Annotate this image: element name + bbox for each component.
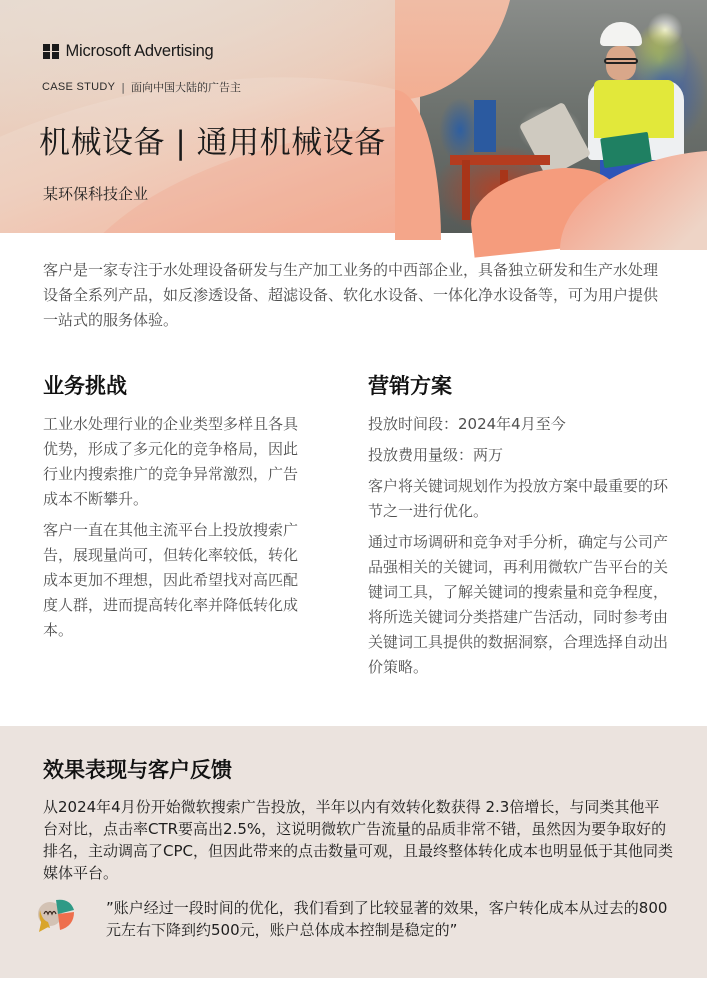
results-heading: 效果表现与客户反馈 bbox=[43, 758, 232, 782]
campaign-period: 投放时间段：2024年4月至今 bbox=[368, 415, 566, 433]
page-title: 机械设备 | 通用机械设备 bbox=[39, 125, 386, 161]
solution-section bbox=[368, 370, 673, 686]
safety-vest bbox=[594, 80, 674, 138]
glasses bbox=[604, 58, 638, 64]
solution-heading: 营销方案 bbox=[368, 374, 452, 398]
case-study-label bbox=[42, 79, 241, 95]
challenge-heading: 业务挑战 bbox=[43, 374, 127, 398]
case-study-text: CASE STUDY bbox=[42, 81, 116, 93]
machine-cylinder bbox=[474, 100, 496, 152]
challenge-paragraph: 客户一直在其他主流平台上投放搜索广告，展现量尚可，但转化率较低，转化成本更加不理想，因此希望找对高匹配度人群，进而提高转化率并降低转化成本。 bbox=[43, 521, 299, 639]
results-section bbox=[0, 726, 707, 978]
solution-paragraph: 通过市场调研和竞争对手分析，确定与公司产品强相关的关键词，再利用微软广告平台的关键词工具，了解关键词的搜索量和竞争程度，将所选关键词分类搭建广告活动，同时参考由关键词工具提供的数据洞察，合理选择自动出价策略。 bbox=[368, 533, 669, 676]
solution-paragraph: 客户将关键词规划作为投放方案中最重要的环节之一进行优化。 bbox=[368, 477, 669, 520]
brand-name: Microsoft Advertising bbox=[65, 42, 214, 60]
customer-quote bbox=[36, 896, 676, 941]
microsoft-logo-icon bbox=[43, 44, 59, 60]
results-paragraph: 从2024年4月份开始微软搜索广告投放，半年以内有效转化数获得 2.3倍增长，与同类其他平台对比，点击率CTR要高出2.5%，这说明微软广告流量的品质非常不错，虽然因为要争取好的排名，主动调高了CPC，但因此带来的点击数量可观，且最终整体转化成本也明显低于其他同类媒体平台。 bbox=[43, 798, 673, 882]
machine-frame bbox=[462, 160, 470, 220]
intro-paragraph: 客户是一家专注于水处理设备研发与生产加工业务的中西部企业，具备独立研发和生产水处理设备全系列产品，如反渗透设备、超滤设备、软化水设备、一体化净水设备等，可为用户提供一站式的服务体验。 bbox=[43, 261, 659, 329]
challenge-section bbox=[43, 370, 298, 649]
company-subtitle: 某环保科技企业 bbox=[43, 185, 149, 203]
quote-text: ”账户经过一段时间的优化，我们看到了比较显著的效果，客户转化成本从过去的800元左右下降到约500元，账户总体成本控制是稳定的” bbox=[106, 899, 668, 939]
speech-bubble-quote-icon bbox=[36, 896, 78, 936]
challenge-paragraph: 工业水处理行业的企业类型多样且各具优势，形成了多元化的竞争格局，因此行业内搜索推广的竞争异常激烈，广告成本不断攀升。 bbox=[43, 415, 299, 508]
audience-text: 面向中国大陆的广告主 bbox=[131, 81, 242, 94]
brand-logo bbox=[43, 42, 214, 61]
campaign-budget: 投放费用量级：两万 bbox=[368, 446, 504, 464]
separator: | bbox=[121, 80, 126, 94]
